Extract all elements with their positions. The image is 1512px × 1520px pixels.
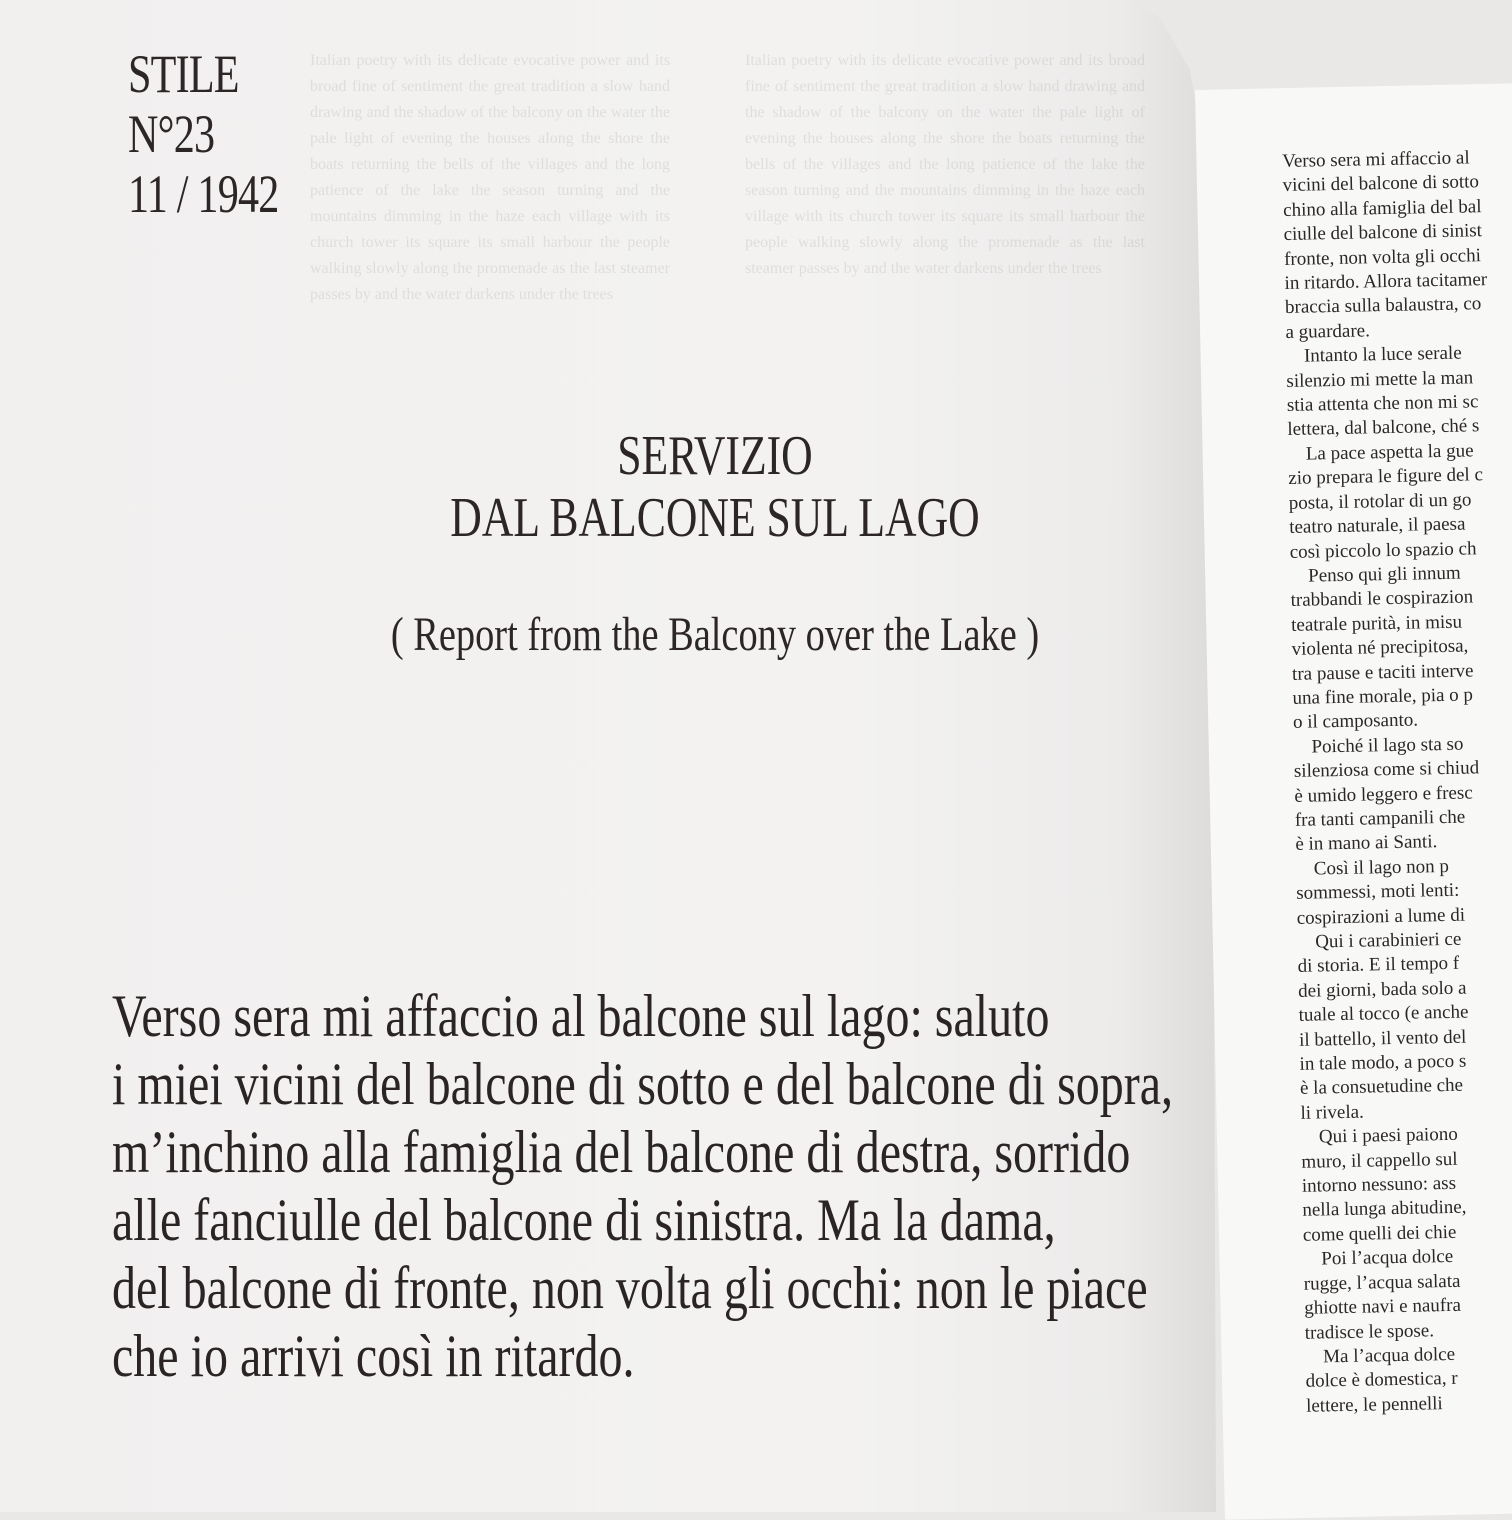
- column-line: così piccolo lo spazio ch: [1289, 537, 1477, 563]
- lead-line: m’inchino alla famiglia del balcone di destra, sorrido: [112, 1119, 1131, 1185]
- column-line: ciulle del balcone di sinist: [1283, 220, 1483, 246]
- column-line: è in mano ai Santi.: [1295, 831, 1438, 856]
- column-line: Ma l’acqua dolce: [1322, 1343, 1456, 1368]
- title-line-2: DAL BALCONE SUL LAGO: [450, 487, 980, 549]
- column-line: in tale modo, a poco s: [1299, 1050, 1467, 1075]
- column-line: posta, il rotolar di un go: [1288, 489, 1472, 514]
- column-line: fronte, non volta gli occhi: [1283, 244, 1482, 270]
- column-line: o il camposanto.: [1292, 709, 1419, 734]
- column-line: intorno nessuno: ass: [1301, 1172, 1457, 1197]
- column-line: a guardare.: [1285, 320, 1371, 343]
- column-line: Intanto la luce serale: [1303, 342, 1462, 367]
- column-line: Verso sera mi affaccio al: [1282, 147, 1470, 172]
- column-line: Poi l’acqua dolce: [1321, 1246, 1454, 1270]
- column-line: è la consuetudine che: [1299, 1075, 1464, 1100]
- show-through-paragraph: Italian poetry with its delicate evocative power and its broad fine of sentiment the great tradition a slow hand drawing and the shadow of the balcony on the water the pale light of evening the houses along the shore the boats returning the bells of the villages and the long patience of the lake the season turning and the mountains dimming in the haze each village with its church tower its square its small harbour the people walking slowly along the promenade as the last steamer passes by and the water darkens under the trees: [745, 52, 1145, 277]
- column-line: lettera, dal balcone, ché s: [1287, 415, 1480, 441]
- lead-line: i miei vicini del balcone di sotto e del balcone di sopra,: [112, 1051, 1174, 1117]
- column-line: rugge, l’acqua salata: [1303, 1270, 1461, 1295]
- column-line: fra tanti campanili che: [1294, 806, 1466, 831]
- column-line: una fine morale, pia o p: [1292, 684, 1474, 709]
- column-line: nella lunga abitudine,: [1302, 1197, 1467, 1222]
- lead-paragraph: [112, 982, 1173, 1390]
- column-line: tradisce le spose.: [1304, 1319, 1435, 1344]
- column-line: tuale al tocco (e anche: [1298, 1001, 1469, 1027]
- column-line: dolce è domestica, r: [1305, 1368, 1458, 1393]
- column-line: Poiché il lago sta so: [1311, 733, 1464, 758]
- column-line: teatrale purità, in misu: [1290, 611, 1463, 636]
- column-line: Qui i paesi paiono: [1318, 1124, 1458, 1148]
- column-line: teatro naturale, il paesa: [1289, 513, 1466, 539]
- column-line: chino alla famiglia del bal: [1282, 195, 1482, 221]
- magazine-name: STILE: [128, 44, 239, 104]
- column-line: silenzio mi mette la man: [1286, 367, 1474, 392]
- issue-date: 11 / 1942: [128, 164, 279, 224]
- title-line-1: SERVIZIO: [617, 425, 813, 487]
- column-line: braccia sulla balaustra, co: [1284, 293, 1482, 319]
- column-line: di storia. E il tempo f: [1297, 953, 1460, 978]
- column-line: in ritardo. Allora tacitamer: [1284, 269, 1488, 295]
- column-line: Penso qui gli innum: [1307, 562, 1461, 587]
- column-line: vicini del balcone di sotto: [1282, 171, 1480, 197]
- column-line: lettere, le pennelli: [1305, 1392, 1443, 1417]
- column-line: trabbandi le cospirazion: [1290, 586, 1474, 612]
- column-line: violenta né precipitosa,: [1291, 635, 1469, 661]
- lead-line: Verso sera mi affaccio al balcone sul lago: saluto: [112, 983, 1050, 1049]
- column-line: come quelli dei chie: [1302, 1221, 1457, 1246]
- column-line: dei giorni, bada solo a: [1297, 977, 1467, 1002]
- column-line: La pace aspetta la gue: [1305, 440, 1474, 465]
- column-line: cospirazioni a lume di: [1296, 904, 1466, 929]
- show-through-paragraph: Italian poetry with its delicate evocative power and its broad fine of sentiment the great tradition a slow hand drawing and the shadow of the balcony on the water the pale light of evening the houses along the shore the boats returning the bells of the villages and the long patience of the lake the season turning and the mountains dimming in the haze each village with its church tower its square its small harbour the people walking slowly along the promenade as the last steamer passes by and the water darkens under the trees: [310, 52, 670, 303]
- column-line: tra pause e taciti interve: [1291, 659, 1474, 685]
- issue-number: N°23: [128, 104, 215, 164]
- lead-line: del balcone di fronte, non volta gli occhi: non le piace: [112, 1255, 1148, 1321]
- column-line: il battello, il vento del: [1298, 1026, 1467, 1051]
- column-line: li rivela.: [1300, 1101, 1364, 1124]
- column-line: zio prepara le figure del c: [1288, 464, 1484, 490]
- lead-line: alle fanciulle del balcone di sinistra. Ma la dama,: [112, 1187, 1056, 1253]
- column-line: muro, il cappello sul: [1301, 1148, 1458, 1173]
- column-line: stia attenta che non mi sc: [1286, 391, 1479, 417]
- column-line: Qui i carabinieri ce: [1315, 928, 1462, 953]
- article-title: [300, 425, 1130, 663]
- right-page-column: [1282, 144, 1512, 1419]
- column-line: ghiotte navi e naufra: [1304, 1294, 1462, 1319]
- column-line: sommessi, moti lenti:: [1296, 879, 1460, 905]
- column-line: Così il lago non p: [1313, 855, 1450, 880]
- title-subtitle: ( Report from the Balcony over the Lake ): [390, 608, 1040, 661]
- column-line: è umido leggero e fresc: [1294, 782, 1473, 807]
- lead-line: che io arrivi così in ritardo.: [112, 1323, 635, 1389]
- column-line: silenziosa come si chiud: [1293, 757, 1480, 783]
- masthead: [128, 44, 279, 224]
